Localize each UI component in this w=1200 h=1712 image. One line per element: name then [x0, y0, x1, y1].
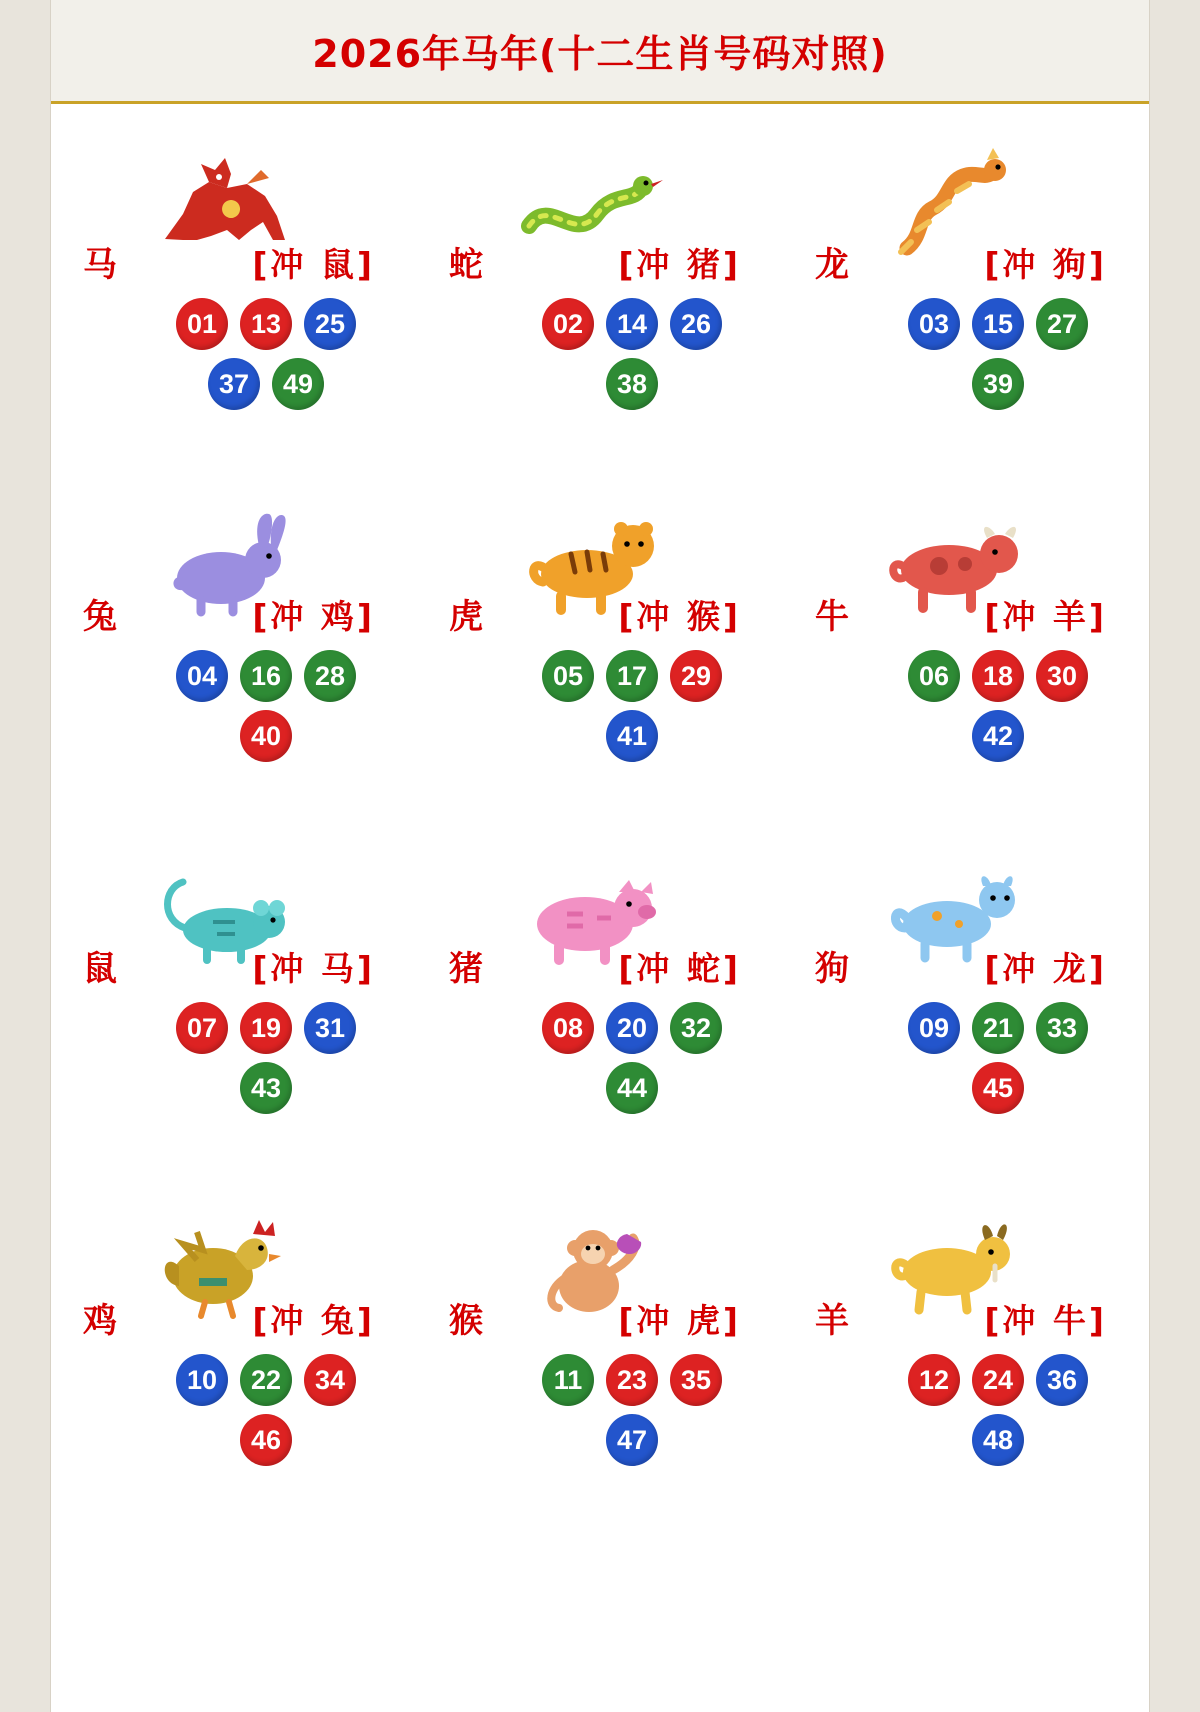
number-list: [517, 1350, 747, 1466]
clash-label: [冲 虎]: [618, 1301, 741, 1340]
number-ball: 21: [972, 1002, 1024, 1054]
zodiac-header: [431, 1200, 769, 1350]
clash-label: [冲 牛]: [984, 1301, 1107, 1340]
zodiac-header: [65, 496, 403, 646]
zodiac-grid: [51, 104, 1149, 1542]
zodiac-cell: [783, 838, 1149, 1190]
zodiac-header: [65, 848, 403, 998]
number-ball: 40: [240, 710, 292, 762]
number-ball: 33: [1036, 1002, 1088, 1054]
zodiac-header: [65, 1200, 403, 1350]
number-ball: 04: [176, 650, 228, 702]
number-ball: 08: [542, 1002, 594, 1054]
zodiac-header: [431, 848, 769, 998]
number-ball: 26: [670, 298, 722, 350]
number-ball: 16: [240, 650, 292, 702]
zodiac-cell: [51, 486, 417, 838]
zodiac-cell: [783, 134, 1149, 486]
zodiac-cell: [51, 838, 417, 1190]
number-list: [517, 646, 747, 762]
zodiac-header: [431, 496, 769, 646]
number-ball: 45: [972, 1062, 1024, 1114]
zodiac-header: [797, 848, 1135, 998]
number-ball: 09: [908, 1002, 960, 1054]
zodiac-name: 虎: [449, 597, 483, 637]
number-ball: 43: [240, 1062, 292, 1114]
number-list: [517, 998, 747, 1114]
zodiac-cell: [417, 1190, 783, 1542]
clash-label: [冲 龙]: [984, 949, 1107, 988]
number-list: [151, 294, 381, 410]
zodiac-number-chart-page: [50, 0, 1150, 1712]
number-ball: 01: [176, 298, 228, 350]
clash-label: [冲 羊]: [984, 597, 1107, 636]
number-ball: 32: [670, 1002, 722, 1054]
clash-label: [冲 鸡]: [252, 597, 375, 636]
number-ball: 44: [606, 1062, 658, 1114]
zodiac-name: 兔: [83, 597, 117, 637]
number-list: [517, 294, 747, 410]
number-ball: 31: [304, 1002, 356, 1054]
number-ball: 42: [972, 710, 1024, 762]
clash-label: [冲 兔]: [252, 1301, 375, 1340]
zodiac-name: 猴: [449, 1301, 483, 1341]
number-ball: 34: [304, 1354, 356, 1406]
zodiac-header: [797, 1200, 1135, 1350]
zodiac-cell: [417, 134, 783, 486]
number-list: [883, 294, 1113, 410]
number-ball: 48: [972, 1414, 1024, 1466]
number-ball: 47: [606, 1414, 658, 1466]
number-ball: 11: [542, 1354, 594, 1406]
number-ball: 39: [972, 358, 1024, 410]
number-ball: 18: [972, 650, 1024, 702]
clash-label: [冲 猪]: [618, 245, 741, 284]
number-ball: 02: [542, 298, 594, 350]
zodiac-header: [797, 496, 1135, 646]
number-ball: 05: [542, 650, 594, 702]
zodiac-name: 鸡: [83, 1301, 117, 1341]
zodiac-name: 马: [83, 245, 117, 285]
clash-label: [冲 鼠]: [252, 245, 375, 284]
clash-label: [冲 狗]: [984, 245, 1107, 284]
clash-label: [冲 猴]: [618, 597, 741, 636]
number-ball: 15: [972, 298, 1024, 350]
number-ball: 23: [606, 1354, 658, 1406]
number-ball: 29: [670, 650, 722, 702]
number-ball: 06: [908, 650, 960, 702]
number-ball: 27: [1036, 298, 1088, 350]
number-list: [883, 646, 1113, 762]
number-list: [151, 1350, 381, 1466]
number-list: [151, 646, 381, 762]
zodiac-name: 狗: [815, 949, 849, 989]
number-ball: 36: [1036, 1354, 1088, 1406]
zodiac-header: [431, 144, 769, 294]
number-list: [883, 998, 1113, 1114]
number-ball: 35: [670, 1354, 722, 1406]
zodiac-cell: [783, 486, 1149, 838]
zodiac-cell: [51, 134, 417, 486]
zodiac-header: [65, 144, 403, 294]
zodiac-name: 猪: [449, 949, 483, 989]
number-ball: 12: [908, 1354, 960, 1406]
number-ball: 03: [908, 298, 960, 350]
clash-label: [冲 蛇]: [618, 949, 741, 988]
number-ball: 41: [606, 710, 658, 762]
number-ball: 38: [606, 358, 658, 410]
page-header: [51, 0, 1149, 104]
zodiac-name: 鼠: [83, 949, 117, 989]
number-ball: 19: [240, 1002, 292, 1054]
number-ball: 22: [240, 1354, 292, 1406]
zodiac-name: 蛇: [449, 245, 483, 285]
number-ball: 25: [304, 298, 356, 350]
number-ball: 13: [240, 298, 292, 350]
zodiac-cell: [783, 1190, 1149, 1542]
number-list: [151, 998, 381, 1114]
number-ball: 37: [208, 358, 260, 410]
number-ball: 46: [240, 1414, 292, 1466]
number-ball: 28: [304, 650, 356, 702]
zodiac-name: 龙: [815, 245, 849, 285]
number-ball: 20: [606, 1002, 658, 1054]
zodiac-cell: [417, 838, 783, 1190]
number-ball: 07: [176, 1002, 228, 1054]
number-ball: 30: [1036, 650, 1088, 702]
number-ball: 24: [972, 1354, 1024, 1406]
number-ball: 49: [272, 358, 324, 410]
number-list: [883, 1350, 1113, 1466]
number-ball: 14: [606, 298, 658, 350]
zodiac-name: 牛: [815, 597, 849, 637]
zodiac-name: 羊: [815, 1301, 849, 1341]
page-title: 2026年马年(十二生肖号码对照): [312, 32, 888, 76]
zodiac-cell: [417, 486, 783, 838]
number-ball: 17: [606, 650, 658, 702]
zodiac-header: [797, 144, 1135, 294]
clash-label: [冲 马]: [252, 949, 375, 988]
number-ball: 10: [176, 1354, 228, 1406]
zodiac-cell: [51, 1190, 417, 1542]
